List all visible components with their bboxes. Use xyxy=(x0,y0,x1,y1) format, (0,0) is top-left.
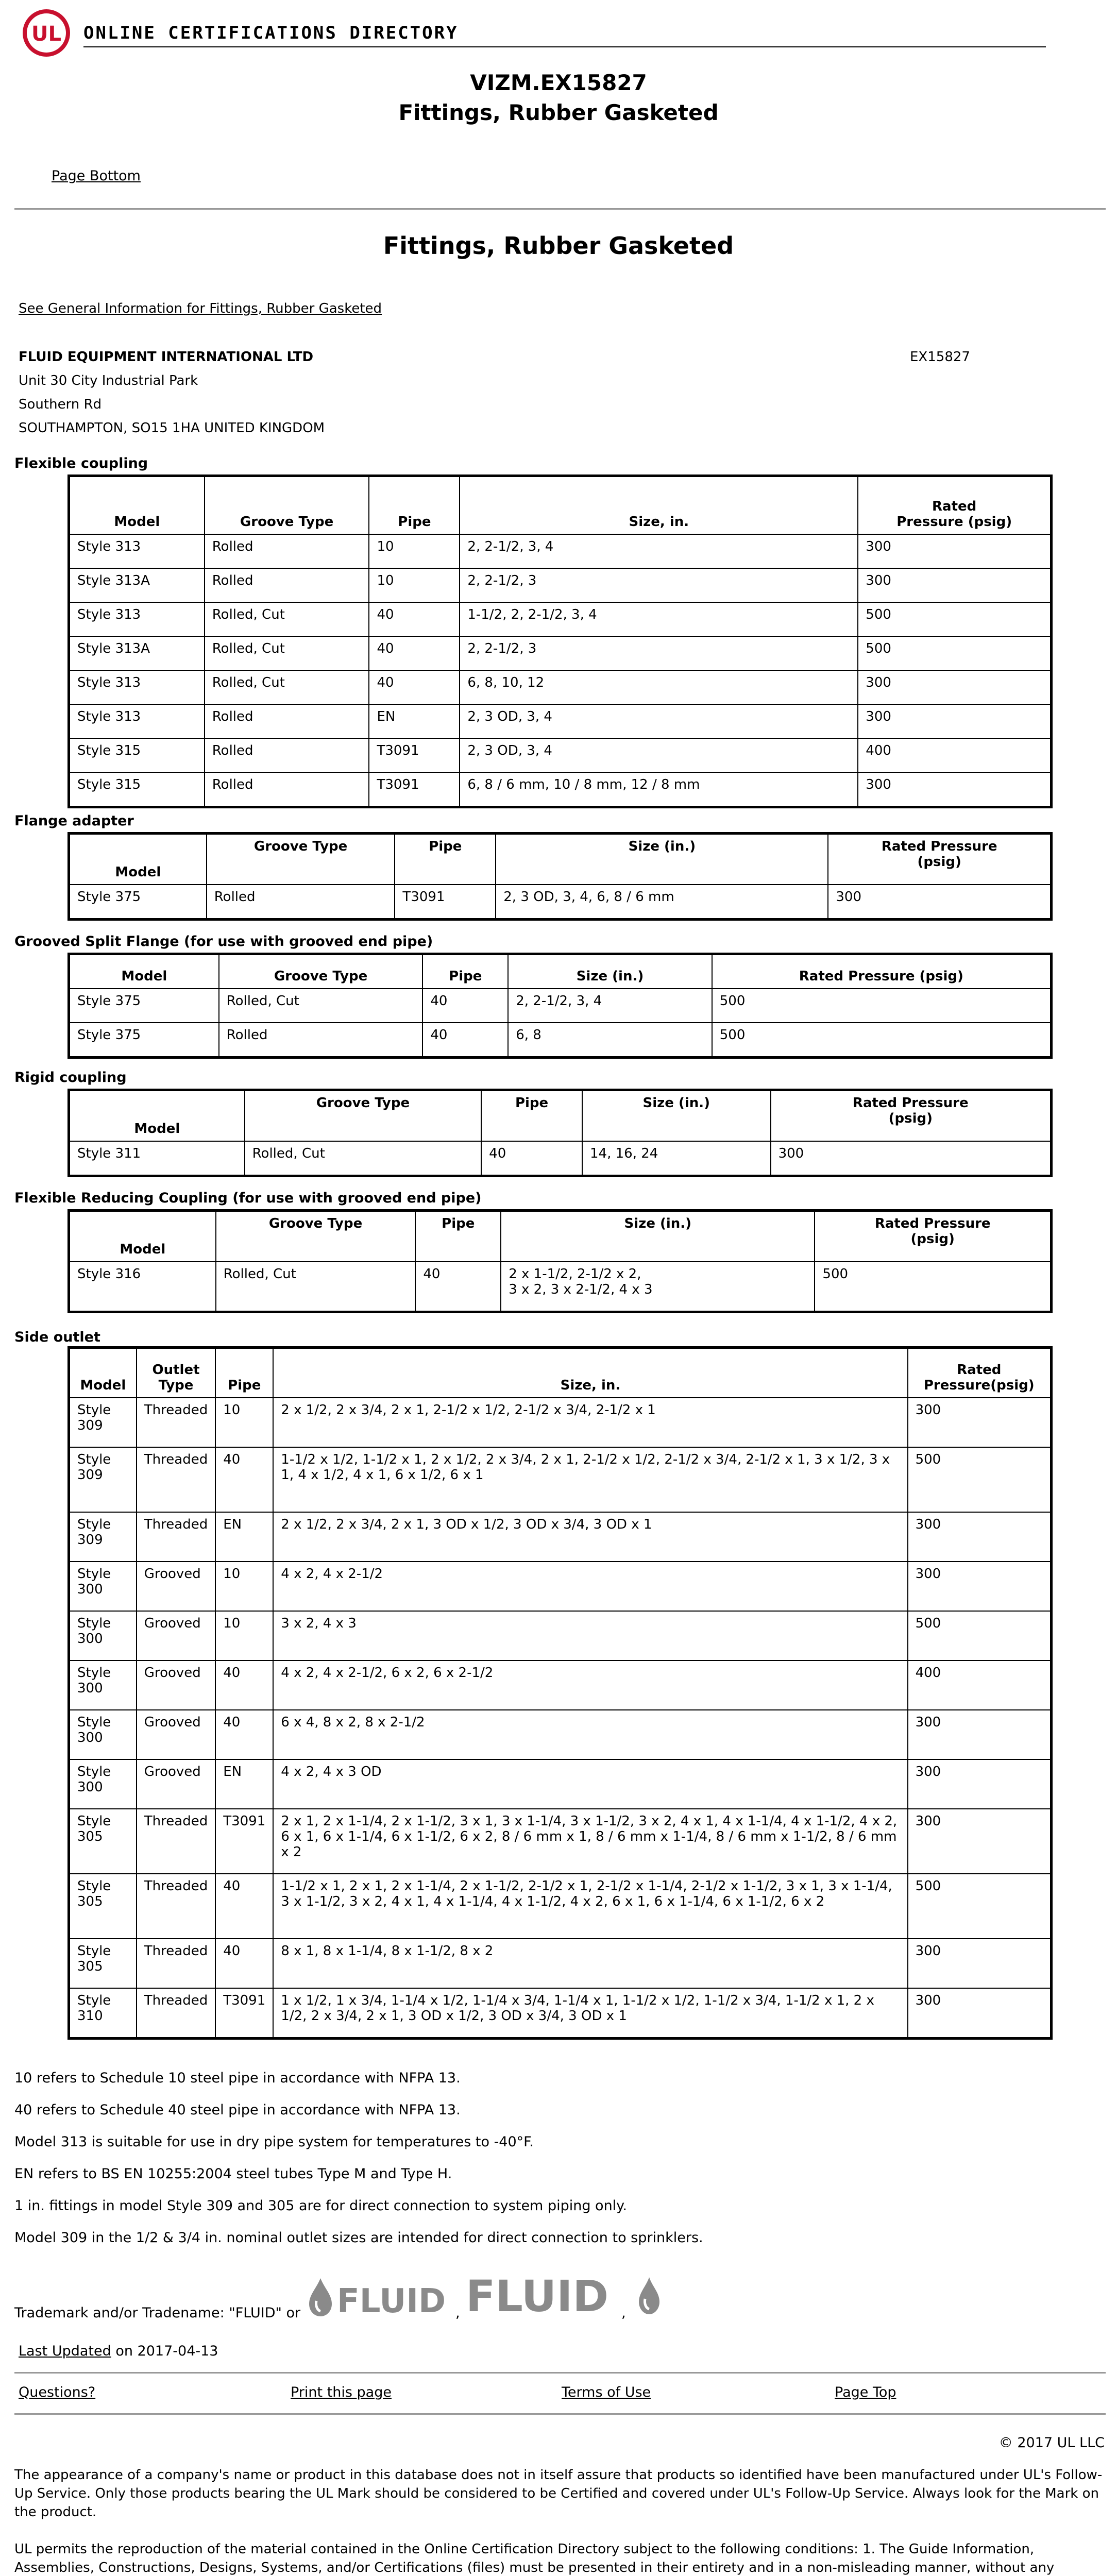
table-header-row xyxy=(70,477,1051,534)
table-cell: T3091 xyxy=(369,772,460,806)
table-cell: 40 xyxy=(422,1023,508,1057)
table-cell: 1-1/2 x 1/2, 1-1/2 x 1, 2 x 1/2, 2 x 3/4, 2 x 1, 2-1/2 x 1/2, 2-1/2 x 3/4, 2-1/2 x 1, 3 x 1/2, 3 x 1, 4 x 1/2, 4 x 1, 6 x 1/2, 6 x 1 xyxy=(273,1447,907,1512)
column-header: Model xyxy=(70,955,219,989)
table-cell: EN xyxy=(215,1512,273,1562)
table-cell: 300 xyxy=(908,1710,1051,1759)
column-header: Outlet Type xyxy=(137,1348,215,1398)
table-cell: 300 xyxy=(858,568,1051,602)
section-title-flexible-reducing-coupling: Flexible Reducing Coupling (for use with grooved end pipe) xyxy=(14,1190,482,1206)
table-row xyxy=(70,602,1051,636)
column-header: Groove Type xyxy=(216,1211,416,1262)
last-updated-link[interactable]: Last Updated xyxy=(19,2343,111,2359)
table-cell: Grooved xyxy=(137,1759,215,1809)
table-cell: 300 xyxy=(908,1512,1051,1562)
table-cell: Style 310 xyxy=(70,1988,137,2038)
table-cell: 40 xyxy=(215,1660,273,1710)
table-cell: 40 xyxy=(422,989,508,1023)
fluid-logo-image xyxy=(307,2274,453,2320)
directory-title: ONLINE CERTIFICATIONS DIRECTORY xyxy=(83,23,459,43)
table-row xyxy=(70,534,1051,568)
table-cell: 500 xyxy=(712,989,1051,1023)
table-cell: 4 x 2, 4 x 2-1/2, 6 x 2, 6 x 2-1/2 xyxy=(273,1660,907,1710)
flange-adapter-table xyxy=(69,834,1051,919)
table-cell: Rolled xyxy=(219,1023,423,1057)
table-cell: 500 xyxy=(815,1262,1051,1311)
table-cell: 40 xyxy=(215,1939,273,1988)
table-cell: 300 xyxy=(771,1141,1051,1175)
table-cell: 300 xyxy=(908,1759,1051,1809)
divider xyxy=(14,208,1106,210)
address-line: SOUTHAMPTON, SO15 1HA UNITED KINGDOM xyxy=(19,420,325,436)
table-row xyxy=(70,1262,1051,1311)
column-header: Model xyxy=(70,834,207,885)
table-cell: 6 x 4, 8 x 2, 8 x 2-1/2 xyxy=(273,1710,907,1759)
column-header: Pipe xyxy=(369,477,460,534)
table-cell: Threaded xyxy=(137,1988,215,2038)
last-updated-date: on 2017-04-13 xyxy=(115,2343,218,2359)
table-row xyxy=(70,1447,1051,1512)
table-cell: 300 xyxy=(908,1398,1051,1447)
file-number: EX15827 xyxy=(910,349,970,365)
note: 40 refers to Schedule 40 steel pipe in accordance with NFPA 13. xyxy=(14,2102,461,2118)
column-header: Pipe xyxy=(422,955,508,989)
fluid-logo-text: FLUID xyxy=(466,2272,609,2321)
table-cell: 6, 8, 10, 12 xyxy=(460,670,858,704)
table-cell: Grooved xyxy=(137,1562,215,1611)
column-header: Size (in.) xyxy=(501,1211,815,1262)
column-header: Groove Type xyxy=(219,955,423,989)
table-cell: 2, 2-1/2, 3 xyxy=(460,636,858,670)
column-header: Pipe xyxy=(395,834,496,885)
table-cell: 2, 2-1/2, 3, 4 xyxy=(508,989,712,1023)
table-cell: Threaded xyxy=(137,1398,215,1447)
flexible-coupling-table xyxy=(69,476,1051,807)
note: Model 309 in the 1/2 & 3/4 in. nominal outlet sizes are intended for direct connection to sprinklers. xyxy=(14,2230,703,2246)
table-cell: Style 375 xyxy=(70,989,219,1023)
table-cell: 2, 2-1/2, 3 xyxy=(460,568,858,602)
site-header xyxy=(15,7,1046,64)
section-title-grooved-split-flange: Grooved Split Flange (for use with grooved end pipe) xyxy=(14,934,433,950)
table-cell: Rolled xyxy=(205,534,369,568)
ul-logo[interactable] xyxy=(21,7,72,59)
table-cell: 6, 8 / 6 mm, 10 / 8 mm, 12 / 8 mm xyxy=(460,772,858,806)
section-title-rigid-coupling: Rigid coupling xyxy=(14,1070,127,1086)
table-cell: Style 309 xyxy=(70,1512,137,1562)
table-header-row xyxy=(70,1348,1051,1398)
table-cell: Rolled xyxy=(205,704,369,738)
column-header: Groove Type xyxy=(207,834,395,885)
column-header: Rated Pressure(psig) xyxy=(908,1348,1051,1398)
table-cell: Style 315 xyxy=(70,772,205,806)
table-row xyxy=(70,1759,1051,1809)
table-cell: Style 311 xyxy=(70,1141,245,1175)
column-header: Pipe xyxy=(481,1091,582,1141)
table-cell: 1-1/2 x 1, 2 x 1, 2 x 1-1/4, 2 x 1-1/2, 2-1/2 x 1, 2-1/2 x 1-1/4, 2-1/2 x 1-1/2, 3 x 1, 3 x 1-1/4, 3 x 1-1/2, 3 x 2, 4 x 1, 4 x 1-1/4, 4 x 1-1/2, 4 x 2, 6 x 1, 6 x 1-1/4, 6 x 1-1/2, 6 x 2 xyxy=(273,1874,907,1939)
table-cell: Style 375 xyxy=(70,1023,219,1057)
table-cell: Grooved xyxy=(137,1611,215,1660)
table-row xyxy=(70,1512,1051,1562)
table-cell: Style 300 xyxy=(70,1660,137,1710)
copyright: © 2017 UL LLC xyxy=(998,2435,1105,2451)
column-header: Rated Pressure (psig) xyxy=(815,1211,1051,1262)
table-cell: 2 x 1-1/2, 2-1/2 x 2, 3 x 2, 3 x 2-1/2, 4 x 3 xyxy=(501,1262,815,1311)
table-cell: 10 xyxy=(369,568,460,602)
table-row xyxy=(70,1874,1051,1939)
divider xyxy=(14,2372,1106,2374)
table-cell: 2, 3 OD, 3, 4 xyxy=(460,738,858,772)
table-cell: 300 xyxy=(908,1562,1051,1611)
table-row xyxy=(70,704,1051,738)
document-category: Fittings, Rubber Gasketed xyxy=(398,100,719,125)
table-cell: Style 313 xyxy=(70,534,205,568)
table-cell: EN xyxy=(369,704,460,738)
table-header-row xyxy=(70,1211,1051,1262)
table-cell: Rolled, Cut xyxy=(205,636,369,670)
column-header: Groove Type xyxy=(245,1091,482,1141)
page-top-link[interactable]: Page Top xyxy=(835,2384,896,2400)
column-header: Rated Pressure (psig) xyxy=(858,477,1051,534)
terms-of-use-link[interactable]: Terms of Use xyxy=(562,2384,651,2400)
table-cell: 6, 8 xyxy=(508,1023,712,1057)
table-row xyxy=(70,1710,1051,1759)
table-row xyxy=(70,738,1051,772)
table-row xyxy=(70,1611,1051,1660)
divider xyxy=(14,2413,1106,2415)
table-cell: Threaded xyxy=(137,1874,215,1939)
table-cell: 40 xyxy=(369,636,460,670)
table-cell: 2 x 1/2, 2 x 3/4, 2 x 1, 3 OD x 1/2, 3 OD x 3/4, 3 OD x 1 xyxy=(273,1512,907,1562)
table-cell: 300 xyxy=(908,1939,1051,1988)
table-cell: Style 313 xyxy=(70,670,205,704)
table-header-row xyxy=(70,1091,1051,1141)
table-row xyxy=(70,885,1051,919)
grooved-split-flange-table xyxy=(69,954,1051,1057)
note: 1 in. fittings in model Style 309 and 305 are for direct connection to system piping only. xyxy=(14,2198,627,2214)
table-cell: 40 xyxy=(215,1874,273,1939)
column-header: Model xyxy=(70,1211,216,1262)
table-cell: T3091 xyxy=(215,1809,273,1874)
column-header: Model xyxy=(70,1091,245,1141)
table-cell: Rolled xyxy=(207,885,395,919)
table-cell: Rolled, Cut xyxy=(216,1262,416,1311)
flexible-reducing-coupling-table xyxy=(69,1211,1051,1312)
table-cell: 10 xyxy=(215,1562,273,1611)
table-cell: 1 x 1/2, 1 x 3/4, 1-1/4 x 1/2, 1-1/4 x 3/4, 1-1/4 x 1, 1-1/2 x 1/2, 1-1/2 x 3/4, 1-1/2 x 1, 2 x 1/2, 2 x 3/4, 2 x 1, 3 OD x 1/2, 3 OD x 3/4, 3 OD x 1 xyxy=(273,1988,907,2038)
table-cell: Rolled xyxy=(205,738,369,772)
table-cell: 500 xyxy=(858,602,1051,636)
column-header: Rated Pressure (psig) xyxy=(712,955,1051,989)
table-row xyxy=(70,670,1051,704)
column-header: Pipe xyxy=(215,1348,273,1398)
table-cell: 10 xyxy=(215,1398,273,1447)
table-cell: 2, 3 OD, 3, 4 xyxy=(460,704,858,738)
table-cell: 400 xyxy=(858,738,1051,772)
table-cell: EN xyxy=(215,1759,273,1809)
last-updated xyxy=(19,2343,218,2359)
table-cell: 300 xyxy=(858,670,1051,704)
table-cell: Rolled, Cut xyxy=(245,1141,482,1175)
table-row xyxy=(70,1141,1051,1175)
section-title-flange-adapter: Flange adapter xyxy=(14,813,134,829)
table-cell: 40 xyxy=(215,1710,273,1759)
comma: , xyxy=(455,2305,460,2321)
table-row xyxy=(70,1023,1051,1057)
table-cell: Threaded xyxy=(137,1512,215,1562)
page-bottom-link[interactable]: Page Bottom xyxy=(52,168,141,184)
table-cell: T3091 xyxy=(215,1988,273,2038)
table-cell: Style 305 xyxy=(70,1939,137,1988)
column-header: Size (in.) xyxy=(582,1091,771,1141)
column-header: Size (in.) xyxy=(496,834,828,885)
table-cell: Rolled, Cut xyxy=(205,670,369,704)
comma: , xyxy=(621,2305,626,2321)
note: Model 313 is suitable for use in dry pipe system for temperatures to -40°F. xyxy=(14,2134,534,2150)
document-id: VIZM.EX15827 xyxy=(470,70,647,95)
column-header: Size, in. xyxy=(460,477,858,534)
table-row xyxy=(70,1562,1051,1611)
table-cell: Grooved xyxy=(137,1660,215,1710)
table-cell: T3091 xyxy=(395,885,496,919)
table-cell: 300 xyxy=(858,772,1051,806)
address-line: Unit 30 City Industrial Park xyxy=(19,373,198,388)
table-row xyxy=(70,989,1051,1023)
column-header: Model xyxy=(70,477,205,534)
print-page-link[interactable]: Print this page xyxy=(291,2384,392,2400)
reprint-permission-text: UL permits the reproduction of the material contained in the Online Certification Directory subject to the following conditions: 1. The Guide Information, Assemblies, Constructions, Designs, Systems, and/or Certifications (files) must be presented in their entirety and in a non-misleading manner, without any xyxy=(14,2541,1055,2575)
fluid-logo-text: FLUID xyxy=(337,2282,446,2320)
table-cell: 10 xyxy=(369,534,460,568)
questions-link[interactable]: Questions? xyxy=(19,2384,96,2400)
table-cell: 500 xyxy=(712,1023,1051,1057)
table-cell: 300 xyxy=(858,534,1051,568)
column-header: Rated Pressure (psig) xyxy=(828,834,1051,885)
table-cell: 40 xyxy=(415,1262,501,1311)
table-cell: Threaded xyxy=(137,1447,215,1512)
table-cell: 300 xyxy=(828,885,1051,919)
table-row xyxy=(70,1988,1051,2038)
table-row xyxy=(70,772,1051,806)
rigid-coupling-table xyxy=(69,1090,1051,1176)
table-cell: 4 x 2, 4 x 2-1/2 xyxy=(273,1562,907,1611)
note: EN refers to BS EN 10255:2004 steel tubes Type M and Type H. xyxy=(14,2166,452,2182)
column-header: Groove Type xyxy=(205,477,369,534)
table-row xyxy=(70,568,1051,602)
table-cell: Style 313 xyxy=(70,704,205,738)
table-cell: 300 xyxy=(858,704,1051,738)
table-cell: 300 xyxy=(908,1988,1051,2038)
company-name: FLUID EQUIPMENT INTERNATIONAL LTD xyxy=(19,349,314,365)
table-header-row xyxy=(70,834,1051,885)
table-cell: Style 315 xyxy=(70,738,205,772)
table-cell: Rolled xyxy=(205,772,369,806)
table-cell: 40 xyxy=(481,1141,582,1175)
ul-logo-text: UL xyxy=(31,22,61,46)
table-cell: 400 xyxy=(908,1660,1051,1710)
table-cell: Style 375 xyxy=(70,885,207,919)
table-cell: T3091 xyxy=(369,738,460,772)
table-cell: Style 309 xyxy=(70,1398,137,1447)
table-cell: Style 309 xyxy=(70,1447,137,1512)
column-header: Rated Pressure (psig) xyxy=(771,1091,1051,1141)
table-cell: 500 xyxy=(858,636,1051,670)
table-cell: Style 313A xyxy=(70,636,205,670)
table-cell: Threaded xyxy=(137,1809,215,1874)
table-cell: Rolled xyxy=(205,568,369,602)
table-cell: 8 x 1, 8 x 1-1/4, 8 x 1-1/2, 8 x 2 xyxy=(273,1939,907,1988)
table-cell: 300 xyxy=(908,1809,1051,1874)
header-rule xyxy=(83,46,1046,47)
table-cell: Style 305 xyxy=(70,1874,137,1939)
general-info-link[interactable]: See General Information for Fittings, Rubber Gasketed xyxy=(19,301,382,316)
note: 10 refers to Schedule 10 steel pipe in accordance with NFPA 13. xyxy=(14,2070,461,2086)
table-cell: 2, 3 OD, 3, 4, 6, 8 / 6 mm xyxy=(496,885,828,919)
column-header: Model xyxy=(70,1348,137,1398)
table-cell: 10 xyxy=(215,1611,273,1660)
table-cell: Threaded xyxy=(137,1939,215,1988)
table-row xyxy=(70,1398,1051,1447)
table-cell: 3 x 2, 4 x 3 xyxy=(273,1611,907,1660)
column-header: Size, in. xyxy=(273,1348,907,1398)
column-header: Size (in.) xyxy=(508,955,712,989)
table-row xyxy=(70,1939,1051,1988)
table-cell: Style 305 xyxy=(70,1809,137,1874)
table-cell: Style 300 xyxy=(70,1710,137,1759)
table-cell: Grooved xyxy=(137,1710,215,1759)
disclaimer-text: The appearance of a company's name or product in this database does not in itself assure that products so identified have been manufactured under UL's Follow-Up Service. Only those products bearing the UL Mark should be considered to be Certified and covered under UL's Follow-Up Service. Always look for the Mark on the product. xyxy=(14,2467,1103,2520)
table-cell: 500 xyxy=(908,1874,1051,1939)
side-outlet-table xyxy=(69,1348,1051,2038)
table-cell: 40 xyxy=(215,1447,273,1512)
table-row xyxy=(70,1809,1051,1874)
section-title-flexible-coupling: Flexible coupling xyxy=(14,455,148,471)
fluid-logo-image xyxy=(466,2272,662,2321)
table-cell: Style 300 xyxy=(70,1562,137,1611)
page-heading: Fittings, Rubber Gasketed xyxy=(383,232,734,260)
table-cell: Rolled, Cut xyxy=(205,602,369,636)
table-cell: 14, 16, 24 xyxy=(582,1141,771,1175)
table-cell: 500 xyxy=(908,1447,1051,1512)
address-line: Southern Rd xyxy=(19,397,102,412)
table-cell: 2, 2-1/2, 3, 4 xyxy=(460,534,858,568)
column-header: Pipe xyxy=(415,1211,501,1262)
table-cell: Style 300 xyxy=(70,1759,137,1809)
table-cell: Style 313A xyxy=(70,568,205,602)
table-cell: Style 316 xyxy=(70,1262,216,1311)
table-cell: Style 313 xyxy=(70,602,205,636)
table-cell: 40 xyxy=(369,670,460,704)
table-cell: 2 x 1, 2 x 1-1/4, 2 x 1-1/2, 3 x 1, 3 x 1-1/4, 3 x 1-1/2, 3 x 2, 4 x 1, 4 x 1-1/4, 4 x 1-1/2, 4 x 2, 6 x 1, 6 x 1-1/4, 6 x 1-1/2, 6 x 2, 8 / 6 mm x 1, 8 / 6 mm x 1-1/4, 8 / 6 mm x 1-1/2, 8 / 6 mm x 2 xyxy=(273,1809,907,1874)
table-cell: 40 xyxy=(369,602,460,636)
table-row xyxy=(70,1660,1051,1710)
trademark-label: Trademark and/or Tradename: "FLUID" or xyxy=(14,2305,301,2321)
table-cell: 4 x 2, 4 x 3 OD xyxy=(273,1759,907,1809)
table-cell: Rolled, Cut xyxy=(219,989,423,1023)
table-cell: 2 x 1/2, 2 x 3/4, 2 x 1, 2-1/2 x 1/2, 2-1/2 x 3/4, 2-1/2 x 1 xyxy=(273,1398,907,1447)
table-row xyxy=(70,636,1051,670)
table-cell: 1-1/2, 2, 2-1/2, 3, 4 xyxy=(460,602,858,636)
section-title-side-outlet: Side outlet xyxy=(14,1329,100,1345)
table-cell: 500 xyxy=(908,1611,1051,1660)
table-cell: Style 300 xyxy=(70,1611,137,1660)
table-header-row xyxy=(70,955,1051,989)
